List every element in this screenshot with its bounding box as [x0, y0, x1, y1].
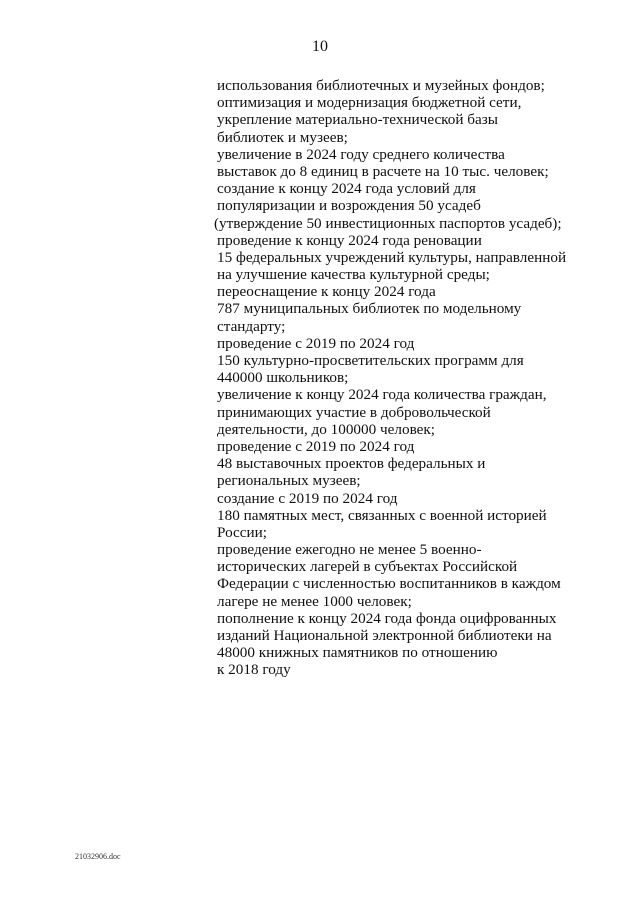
text-line: 15 федеральных учреждений культуры, направленной — [217, 248, 567, 266]
text-line: (утверждение 50 инвестиционных паспортов усадеб); — [214, 214, 562, 232]
text-line: укрепление материально-технической базы — [217, 111, 498, 129]
text-line: региональных музеев; — [217, 472, 361, 490]
text-line: к 2018 году — [217, 661, 291, 679]
text-line: библиотек и музеев; — [217, 128, 348, 146]
text-line: проведение с 2019 по 2024 год — [217, 437, 415, 455]
text-line: 150 культурно-просветительских программ для — [217, 352, 524, 369]
document-body-text — [214, 77, 577, 679]
text-line: проведение ежегодно не менее 5 военно- — [217, 541, 482, 559]
text-line: исторических лагерей в субъектах Российской — [217, 558, 518, 576]
text-line: создание с 2019 по 2024 год — [217, 489, 398, 507]
text-line: изданий Национальной электронной библиотеки на — [217, 627, 552, 644]
text-line: популяризации и возрождения 50 усадеб — [217, 197, 481, 215]
text-line: увеличение к концу 2024 года количества граждан, — [217, 386, 547, 404]
page-number: 10 — [312, 38, 328, 55]
text-line: проведение с 2019 по 2024 год — [217, 334, 415, 352]
footer-filename: 21032906.doc — [75, 852, 121, 861]
text-line: 48 выставочных проектов федеральных и — [217, 455, 486, 473]
text-line: России; — [217, 523, 267, 541]
text-line: 180 памятных мест, связанных с военной историей — [217, 506, 547, 524]
text-line: выставок до 8 единиц в расчете на 10 тыс. человек; — [217, 162, 549, 180]
text-line: увеличение в 2024 году среднего количества — [217, 145, 505, 163]
text-line: лагере не менее 1000 человек; — [217, 592, 412, 610]
text-line: оптимизация и модернизация бюджетной сети, — [217, 94, 522, 112]
text-line: создание к концу 2024 года условий для — [217, 180, 476, 198]
text-line: на улучшение качества культурной среды; — [217, 266, 490, 284]
text-line: пополнение к концу 2024 года фонда оцифрованных — [217, 609, 557, 627]
text-line: Федерации с численностью воспитанников в каждом — [217, 575, 561, 593]
text-line: переоснащение к концу 2024 года — [217, 283, 436, 301]
text-line: 787 муниципальных библиотек по модельному — [217, 300, 522, 318]
text-line: 48000 книжных памятников по отношению — [217, 644, 498, 662]
text-line: проведение к концу 2024 года реновации — [217, 231, 482, 249]
text-line: 440000 школьников; — [217, 369, 349, 387]
text-line: деятельности, до 100000 человек; — [217, 420, 435, 438]
text-line: использования библиотечных и музейных фондов; — [217, 77, 545, 94]
text-line: стандарту; — [217, 317, 286, 335]
text-line: принимающих участие в добровольческой — [217, 403, 491, 421]
